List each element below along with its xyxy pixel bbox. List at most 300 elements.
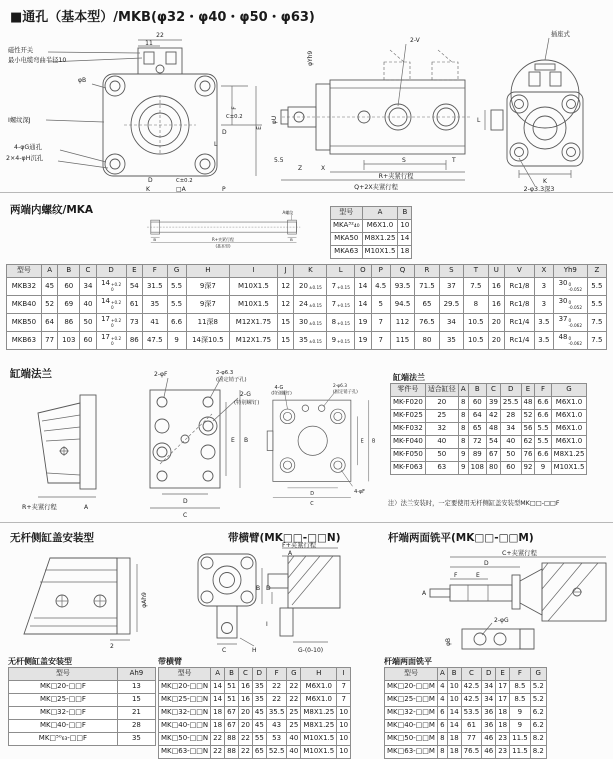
column-header: 适合缸径 — [425, 384, 458, 397]
value-cell: 32 — [425, 423, 458, 436]
value-cell: 14 — [447, 707, 461, 720]
dim-c-n: C — [222, 647, 227, 654]
dim-k: K — [146, 186, 150, 192]
value-cell: 39 — [486, 397, 500, 410]
dim-c-bottom: C±0.2 — [176, 178, 193, 184]
table-head — [385, 668, 547, 681]
front-body — [46, 40, 262, 176]
column-header: F — [535, 384, 551, 397]
value-cell: 6 — [437, 720, 447, 733]
table-body — [7, 278, 607, 350]
value-cell: 35 — [252, 681, 266, 694]
tolerance — [569, 319, 583, 328]
value-cell: M6X1.0 — [551, 436, 587, 449]
model-cell: MK□32-□□N — [159, 707, 211, 720]
column-header: Yh9 — [553, 265, 587, 278]
label-magnetic-switch: 磁性开关 — [8, 47, 34, 54]
value-cell: 61 — [461, 720, 482, 733]
model-cell: MK□20-□□N — [159, 681, 211, 694]
value-cell: 65 — [468, 423, 486, 436]
header-row — [7, 265, 607, 278]
table-row — [7, 314, 607, 332]
dim-r-stroke: R+夹紧行程 — [211, 237, 235, 243]
tolerance-lower: -0.052 — [568, 287, 583, 292]
tolerance-upper: +0.2 — [110, 336, 122, 342]
table-row — [159, 746, 351, 759]
value-cell: 65 — [415, 296, 439, 314]
value-cell: M10X1.5 — [230, 278, 278, 296]
column-header: E — [521, 384, 535, 397]
value-cell: 48 — [486, 423, 500, 436]
model-cell: MK-F040 — [391, 436, 426, 449]
value-cell: 17 +0.2 0 — [96, 332, 126, 350]
column-header: A — [211, 668, 225, 681]
value-cell: 22 — [238, 746, 252, 759]
wedge-body — [24, 558, 137, 640]
model-cell: MKB63 — [7, 332, 42, 350]
model-cell: MK□40-□□N — [159, 720, 211, 733]
value-cell: Rc1/8 — [505, 296, 535, 314]
dim-2: 2 — [110, 643, 114, 650]
separator-2 — [0, 522, 613, 523]
value-cell: 8 — [458, 423, 468, 436]
crossarm-drawing — [170, 542, 348, 654]
value-cell: M10X1.5 — [301, 746, 337, 759]
dim-d-n: D — [266, 585, 271, 592]
value-cell: 46 — [482, 733, 496, 746]
value-cell: M10X1.5 — [301, 733, 337, 746]
label-2-phi-g: 2-φG — [494, 617, 509, 624]
value-cell: 25 — [287, 707, 301, 720]
value-cell: 20 — [238, 720, 252, 733]
value-cell: 50 — [425, 449, 458, 462]
column-header: J — [277, 265, 294, 278]
value-cell: 18 — [496, 720, 510, 733]
table-row — [385, 694, 547, 707]
value-cell: 14 — [447, 720, 461, 733]
bottom-f-heading: 无杆侧缸盖安装型 — [10, 532, 94, 544]
value-cell: 5.5 — [535, 436, 551, 449]
milled-rod-body — [430, 557, 606, 649]
header-row — [391, 384, 587, 397]
model-cell: MK□32-□□M — [385, 707, 438, 720]
label-socket-type: 插座式 — [551, 31, 570, 38]
value-cell: M12X1.75 — [230, 332, 278, 350]
value-cell: 14深10.5 — [186, 332, 229, 350]
flange-front-drawing — [120, 368, 270, 520]
label-2v-ports: 2-V — [410, 37, 420, 44]
tolerance-upper: 0 — [568, 300, 572, 306]
value-cell: 37 — [439, 278, 463, 296]
dim-b-mid: B — [244, 437, 249, 444]
value-cell: 34 — [482, 694, 496, 707]
model-cell: MK□25-□□F — [9, 694, 118, 707]
column-header: F — [143, 265, 167, 278]
value-cell: 30 0 -0.052 — [553, 296, 587, 314]
value-cell: 9 — [458, 449, 468, 462]
dim-b-right: B — [290, 237, 293, 243]
value-cell: 35 — [252, 694, 266, 707]
tolerance-upper: +0.15 — [337, 302, 350, 308]
column-header: C — [486, 384, 500, 397]
value-cell: 42.5 — [461, 681, 482, 694]
column-header: C — [238, 668, 252, 681]
dim-r-clamp-stroke: R+夹紧行程 — [378, 173, 414, 180]
value-cell: 60 — [58, 278, 80, 296]
value-cell: 9深7 — [186, 278, 229, 296]
value-cell: 8.2 — [530, 746, 546, 759]
label-pin-hole: 2-φ6.3 — [216, 370, 234, 376]
value-cell: 16 — [238, 681, 252, 694]
value-cell: 62 — [521, 436, 535, 449]
value-cell: 5.5 — [167, 296, 186, 314]
value-cell: 7.5 — [464, 278, 488, 296]
value-cell: 80 — [486, 462, 500, 475]
value-cell: 10.5 — [464, 314, 488, 332]
value-cell: 40 — [287, 733, 301, 746]
column-header: A — [362, 207, 398, 220]
value-cell: M6X1.0 — [551, 423, 587, 436]
separator-1 — [0, 192, 613, 193]
value-cell: 115 — [390, 332, 414, 350]
value-cell: 76.5 — [415, 314, 439, 332]
column-header: B — [468, 384, 486, 397]
value-cell: 16 — [488, 296, 505, 314]
value-cell: 51 — [225, 681, 239, 694]
value-cell: 77 — [41, 332, 58, 350]
value-cell: 23 — [496, 733, 510, 746]
column-header: 型号 — [159, 668, 211, 681]
dim-e-m: E — [476, 572, 480, 579]
dim-phi-b-m: φB — [445, 637, 452, 647]
label-thread-depth: I螺纹深J — [8, 117, 31, 124]
value-cell: 19 — [355, 314, 372, 332]
column-header: 型号 — [7, 265, 42, 278]
value-cell: 7 +0.15 — [327, 296, 355, 314]
table-row — [7, 278, 607, 296]
value-cell: 18 — [447, 733, 461, 746]
label-pin-hole-sub: (固定销子孔) — [216, 377, 247, 383]
value-cell: 48 0 -0.062 — [553, 332, 587, 350]
value-cell: 53.5 — [461, 707, 482, 720]
tolerance-upper: 0 — [568, 318, 572, 324]
dim-t: T — [452, 157, 456, 164]
column-header: F — [266, 668, 287, 681]
tolerance — [309, 322, 322, 327]
value-cell: 18 — [211, 707, 225, 720]
dim-a-n: A — [288, 550, 293, 557]
tolerance-upper: 0 — [568, 282, 572, 288]
dim-s: S — [402, 157, 406, 164]
value-cell: 3 — [534, 278, 553, 296]
label-4g-sub: (特别螺钉) — [271, 391, 292, 397]
column-header: E — [496, 668, 510, 681]
dim-d-m: D — [484, 560, 489, 567]
value-cell: 30 ±0.15 — [294, 314, 327, 332]
column-header: D — [500, 384, 521, 397]
value-cell: 20 ±0.15 — [294, 278, 327, 296]
tolerance — [111, 283, 121, 292]
value-cell: 4.5 — [371, 278, 390, 296]
flange-note: 注）法兰安装时，一定要使用无杆侧缸盖安装型MK□□-□□F — [388, 500, 560, 507]
tolerance — [309, 340, 322, 345]
value-cell: 10 — [337, 720, 351, 733]
model-cell: MK□20-□□M — [385, 681, 438, 694]
table-row — [385, 707, 547, 720]
value-cell: 11.5 — [510, 746, 531, 759]
value-cell: 5.5 — [167, 278, 186, 296]
value-cell: 50 — [80, 314, 97, 332]
value-cell: 6.6 — [535, 410, 551, 423]
column-header: V — [505, 265, 535, 278]
table-row — [159, 681, 351, 694]
value-cell: 47.5 — [143, 332, 167, 350]
table-row — [7, 296, 607, 314]
value-cell: 22 — [211, 733, 225, 746]
value-cell: 41 — [143, 314, 167, 332]
value-cell: 9 — [535, 462, 551, 475]
mka-drawing — [128, 198, 318, 260]
header-row — [385, 668, 547, 681]
header-row — [9, 668, 156, 681]
dim-l: L — [214, 141, 218, 148]
flange-front4-body — [267, 390, 369, 497]
value-cell: 5.5 — [535, 423, 551, 436]
model-cell: MK□40-□□M — [385, 720, 438, 733]
crossarm-body — [198, 548, 340, 646]
tolerance-lower: 0 — [110, 305, 114, 310]
tolerance — [569, 337, 583, 346]
value-cell: 61 — [126, 296, 143, 314]
value-cell: 20 — [425, 397, 458, 410]
tolerance-lower: 0 — [110, 287, 114, 292]
model-cell: MK□63-□□N — [159, 746, 211, 759]
value-cell: M10X1.5 — [362, 246, 398, 259]
table-row — [391, 462, 587, 475]
column-header: C — [80, 265, 97, 278]
tolerance — [337, 340, 350, 345]
model-cell: MK□25-□□M — [385, 694, 438, 707]
value-cell: 5.5 — [587, 278, 606, 296]
value-cell: 34 — [80, 278, 97, 296]
dim-k-rear: K — [543, 178, 547, 185]
header-row — [331, 207, 412, 220]
tolerance — [337, 322, 350, 327]
column-header: R — [415, 265, 439, 278]
value-cell: 67 — [225, 707, 239, 720]
dim-l-rear: L — [477, 117, 481, 124]
value-cell: Rc1/8 — [505, 278, 535, 296]
dim-e-mid: E — [231, 437, 235, 444]
table-row — [9, 707, 156, 720]
value-cell: 89 — [468, 449, 486, 462]
table-row — [385, 681, 547, 694]
value-cell: 9 — [510, 720, 531, 733]
value-cell: 14 +0.2 0 — [96, 296, 126, 314]
dim-d-right: D — [222, 129, 227, 136]
column-header: A — [41, 265, 58, 278]
value-cell: 86 — [126, 332, 143, 350]
value-cell: 6.6 — [535, 449, 551, 462]
value-cell: 22 — [238, 733, 252, 746]
model-cell: MK□63-□□M — [385, 746, 438, 759]
dim-f-stroke: F+夹紧行程 — [282, 542, 317, 549]
mka-heading: 两端内螺纹/MKA — [10, 204, 94, 216]
value-cell: 10 — [447, 694, 461, 707]
value-cell: 77 — [461, 733, 482, 746]
dim-e: E — [256, 126, 263, 130]
model-cell: MK□50-□□N — [159, 733, 211, 746]
value-cell: M6X1.0 — [551, 397, 587, 410]
dim-a-m: A — [422, 590, 427, 597]
value-cell: 8 — [437, 733, 447, 746]
value-cell: 60 — [500, 462, 521, 475]
value-cell: 8.2 — [530, 733, 546, 746]
tolerance — [337, 304, 350, 309]
value-cell: 28 — [500, 410, 521, 423]
value-cell: 4 — [437, 694, 447, 707]
value-cell: Rc1/4 — [505, 332, 535, 350]
label-2-phi-f: 2-φF — [154, 371, 168, 378]
tolerance — [569, 301, 583, 310]
value-cell: 14 — [355, 278, 372, 296]
value-cell: 31.5 — [143, 278, 167, 296]
value-cell: 30 0 -0.052 — [553, 278, 587, 296]
value-cell: 8 — [437, 746, 447, 759]
model-cell: MK□⁵⁰₆₃-□□F — [9, 733, 118, 746]
tolerance — [337, 286, 350, 291]
value-cell: 72 — [468, 436, 486, 449]
value-cell: 15 — [277, 332, 294, 350]
model-cell: MKA³²₄₀ — [331, 220, 363, 233]
value-cell: 108 — [468, 462, 486, 475]
value-cell: M8X1.25 — [551, 449, 587, 462]
table-row — [391, 410, 587, 423]
flange-front-body — [150, 376, 240, 508]
value-cell: 14 — [211, 681, 225, 694]
label-4g: 4-G — [274, 384, 284, 391]
value-cell: 8 — [458, 436, 468, 449]
value-cell: M8X1.25 — [301, 720, 337, 733]
table-head — [391, 384, 587, 397]
dim-c-right: C±0.2 — [226, 114, 243, 120]
value-cell: 80 — [415, 332, 439, 350]
label-pin-hole-r-sub: (固定销子孔) — [333, 389, 358, 395]
value-cell: 8 +0.15 — [327, 314, 355, 332]
label-phi-u: φU — [271, 115, 278, 125]
model-cell: MK□25-□□N — [159, 694, 211, 707]
value-cell: 35 — [143, 296, 167, 314]
label-pin-hole-r: 2-φ6.3 — [333, 384, 347, 390]
table-row — [159, 694, 351, 707]
tolerance-lower: -0.062 — [568, 341, 583, 346]
column-header: D — [252, 668, 266, 681]
column-header: 零件号 — [391, 384, 426, 397]
dim-e-right: E — [360, 438, 364, 445]
value-cell: 48 — [521, 397, 535, 410]
value-cell: 42.5 — [461, 694, 482, 707]
side-view-drawing — [268, 22, 473, 192]
value-cell: 45 — [41, 278, 58, 296]
dim-c-stroke-m: C+夹紧行程 — [502, 550, 537, 557]
column-header: B — [225, 668, 239, 681]
column-header: H — [301, 668, 337, 681]
model-cell: MKA63 — [331, 246, 363, 259]
column-header: G — [167, 265, 186, 278]
value-cell: 6.6 — [535, 397, 551, 410]
value-cell: 53 — [266, 733, 287, 746]
table-head — [331, 207, 412, 220]
header-row — [159, 668, 351, 681]
value-cell: 24 ±0.15 — [294, 296, 327, 314]
dim-c-mid: C — [183, 512, 188, 519]
column-header: U — [488, 265, 505, 278]
value-cell: 54 — [486, 436, 500, 449]
table-row — [9, 681, 156, 694]
value-cell: 17 — [496, 681, 510, 694]
model-cell: MK-F050 — [391, 449, 426, 462]
bottom-n-table — [158, 667, 351, 759]
value-cell: 13 — [117, 681, 155, 694]
column-header: X — [534, 265, 553, 278]
value-cell: 10 — [337, 707, 351, 720]
rodless-cover-drawing — [12, 548, 162, 650]
value-cell: 67 — [225, 720, 239, 733]
column-header: T — [464, 265, 488, 278]
value-cell: 17 +0.2 0 — [96, 314, 126, 332]
table-row — [391, 449, 587, 462]
dim-a: □A — [176, 186, 186, 192]
mkb-dimension-table — [6, 264, 607, 350]
value-cell: 51 — [225, 694, 239, 707]
value-cell: 63 — [425, 462, 458, 475]
bottom-f-table — [8, 667, 156, 746]
value-cell: 29.5 — [439, 296, 463, 314]
value-cell: 52 — [521, 410, 535, 423]
dim-b-left: B — [153, 237, 156, 243]
dim-f: F — [231, 106, 238, 110]
value-cell: 60 — [80, 332, 97, 350]
dim-phi-ah9: φAh9 — [141, 592, 148, 608]
value-cell: 22 — [287, 694, 301, 707]
value-cell: 10 — [447, 681, 461, 694]
column-header: A — [437, 668, 447, 681]
value-cell: 8 — [458, 410, 468, 423]
value-cell: 9 +0.15 — [327, 332, 355, 350]
value-cell: 7.5 — [587, 314, 606, 332]
tolerance-upper: ±0.15 — [308, 320, 322, 326]
value-cell: 19 — [355, 332, 372, 350]
column-header: C — [461, 668, 482, 681]
table-row — [9, 720, 156, 733]
value-cell: 7 — [371, 314, 390, 332]
value-cell: 25 — [425, 410, 458, 423]
value-cell: 40 — [425, 436, 458, 449]
value-cell: 35 ±0.15 — [294, 332, 327, 350]
value-cell: 22 — [211, 746, 225, 759]
value-cell: 25.5 — [500, 397, 521, 410]
value-cell: 73 — [126, 314, 143, 332]
tolerance-upper: 0 — [568, 336, 572, 342]
value-cell: 34 — [439, 314, 463, 332]
column-header: L — [327, 265, 355, 278]
tolerance-upper: ±0.15 — [308, 284, 322, 290]
column-header: E — [126, 265, 143, 278]
value-cell: 76.5 — [461, 746, 482, 759]
value-cell: 5.2 — [530, 681, 546, 694]
column-header: 型号 — [9, 668, 118, 681]
tolerance-upper: +0.2 — [110, 300, 122, 306]
